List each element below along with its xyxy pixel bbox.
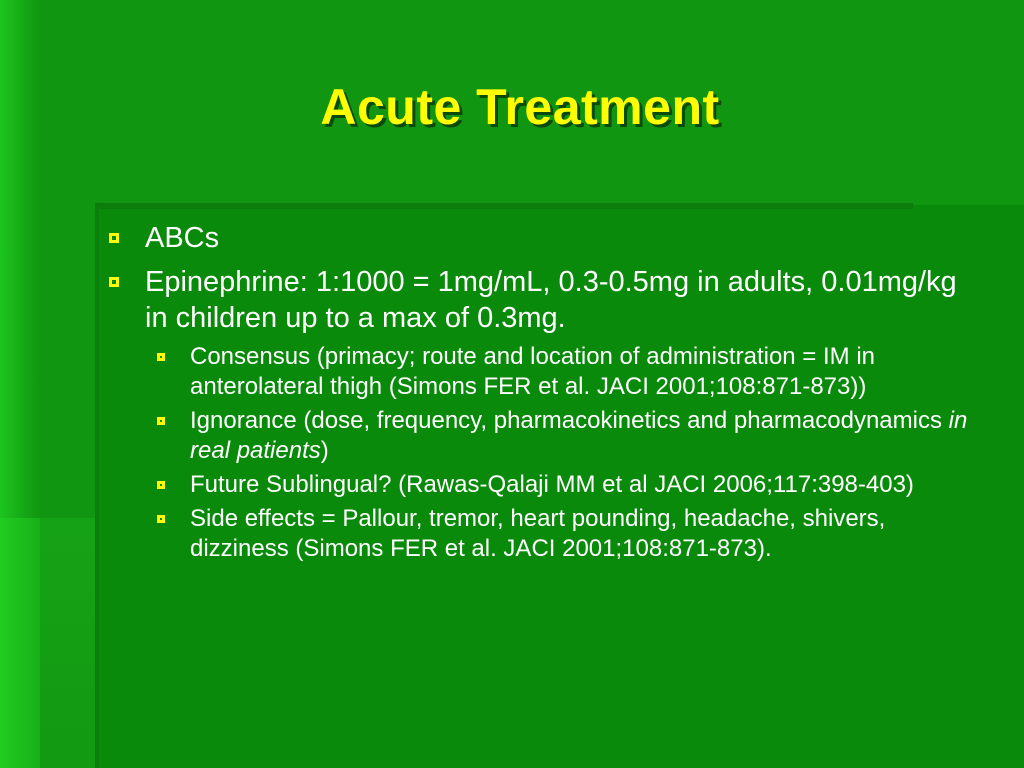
background-left-step — [0, 518, 40, 768]
sub-bullet-italic-text: in real patients — [190, 407, 968, 464]
sub-bullet-item — [105, 504, 985, 564]
bullet-text: ABCs — [145, 222, 220, 254]
panel-left-edge — [95, 205, 99, 768]
bullet-text: Epinephrine: 1:1000 = 1mg/mL, 0.3-0.5mg in adults, 0.01mg/kg in children up to a max of 0.3mg. — [145, 266, 957, 334]
square-bullet-icon — [157, 481, 165, 489]
sub-bullet-text: Consensus (primacy; route and location of administration = IM in anterolateral thigh (Simons FER et al. JACI 2001;108:871-873)) — [190, 343, 875, 400]
sub-bullet-item — [105, 470, 985, 500]
sub-bullet-text-end: ) — [320, 437, 329, 464]
square-bullet-icon — [109, 277, 119, 287]
slide-title: Acute Treatment — [320, 79, 720, 135]
sub-bullet-text: Side effects = Pallour, tremor, heart pounding, headache, shivers, dizziness (Simons FER et al. JACI 2001;108:871-873). — [190, 505, 886, 562]
bullet-item — [105, 264, 985, 336]
sub-bullet-item — [105, 342, 985, 402]
square-bullet-icon — [157, 515, 165, 523]
sub-bullet-text: Future Sublingual? (Rawas-Qalaji MM et al JACI 2006;117:398-403) — [190, 471, 914, 498]
square-bullet-icon — [157, 353, 165, 361]
panel-top-edge — [95, 203, 913, 209]
sub-bullet-text: Ignorance (dose, frequency, pharmacokinetics and pharmacodynamics — [190, 407, 949, 434]
square-bullet-icon — [157, 417, 165, 425]
sub-bullet-item — [105, 406, 985, 466]
square-bullet-icon — [109, 233, 119, 243]
slide-body — [105, 220, 985, 564]
bullet-item — [105, 220, 985, 256]
